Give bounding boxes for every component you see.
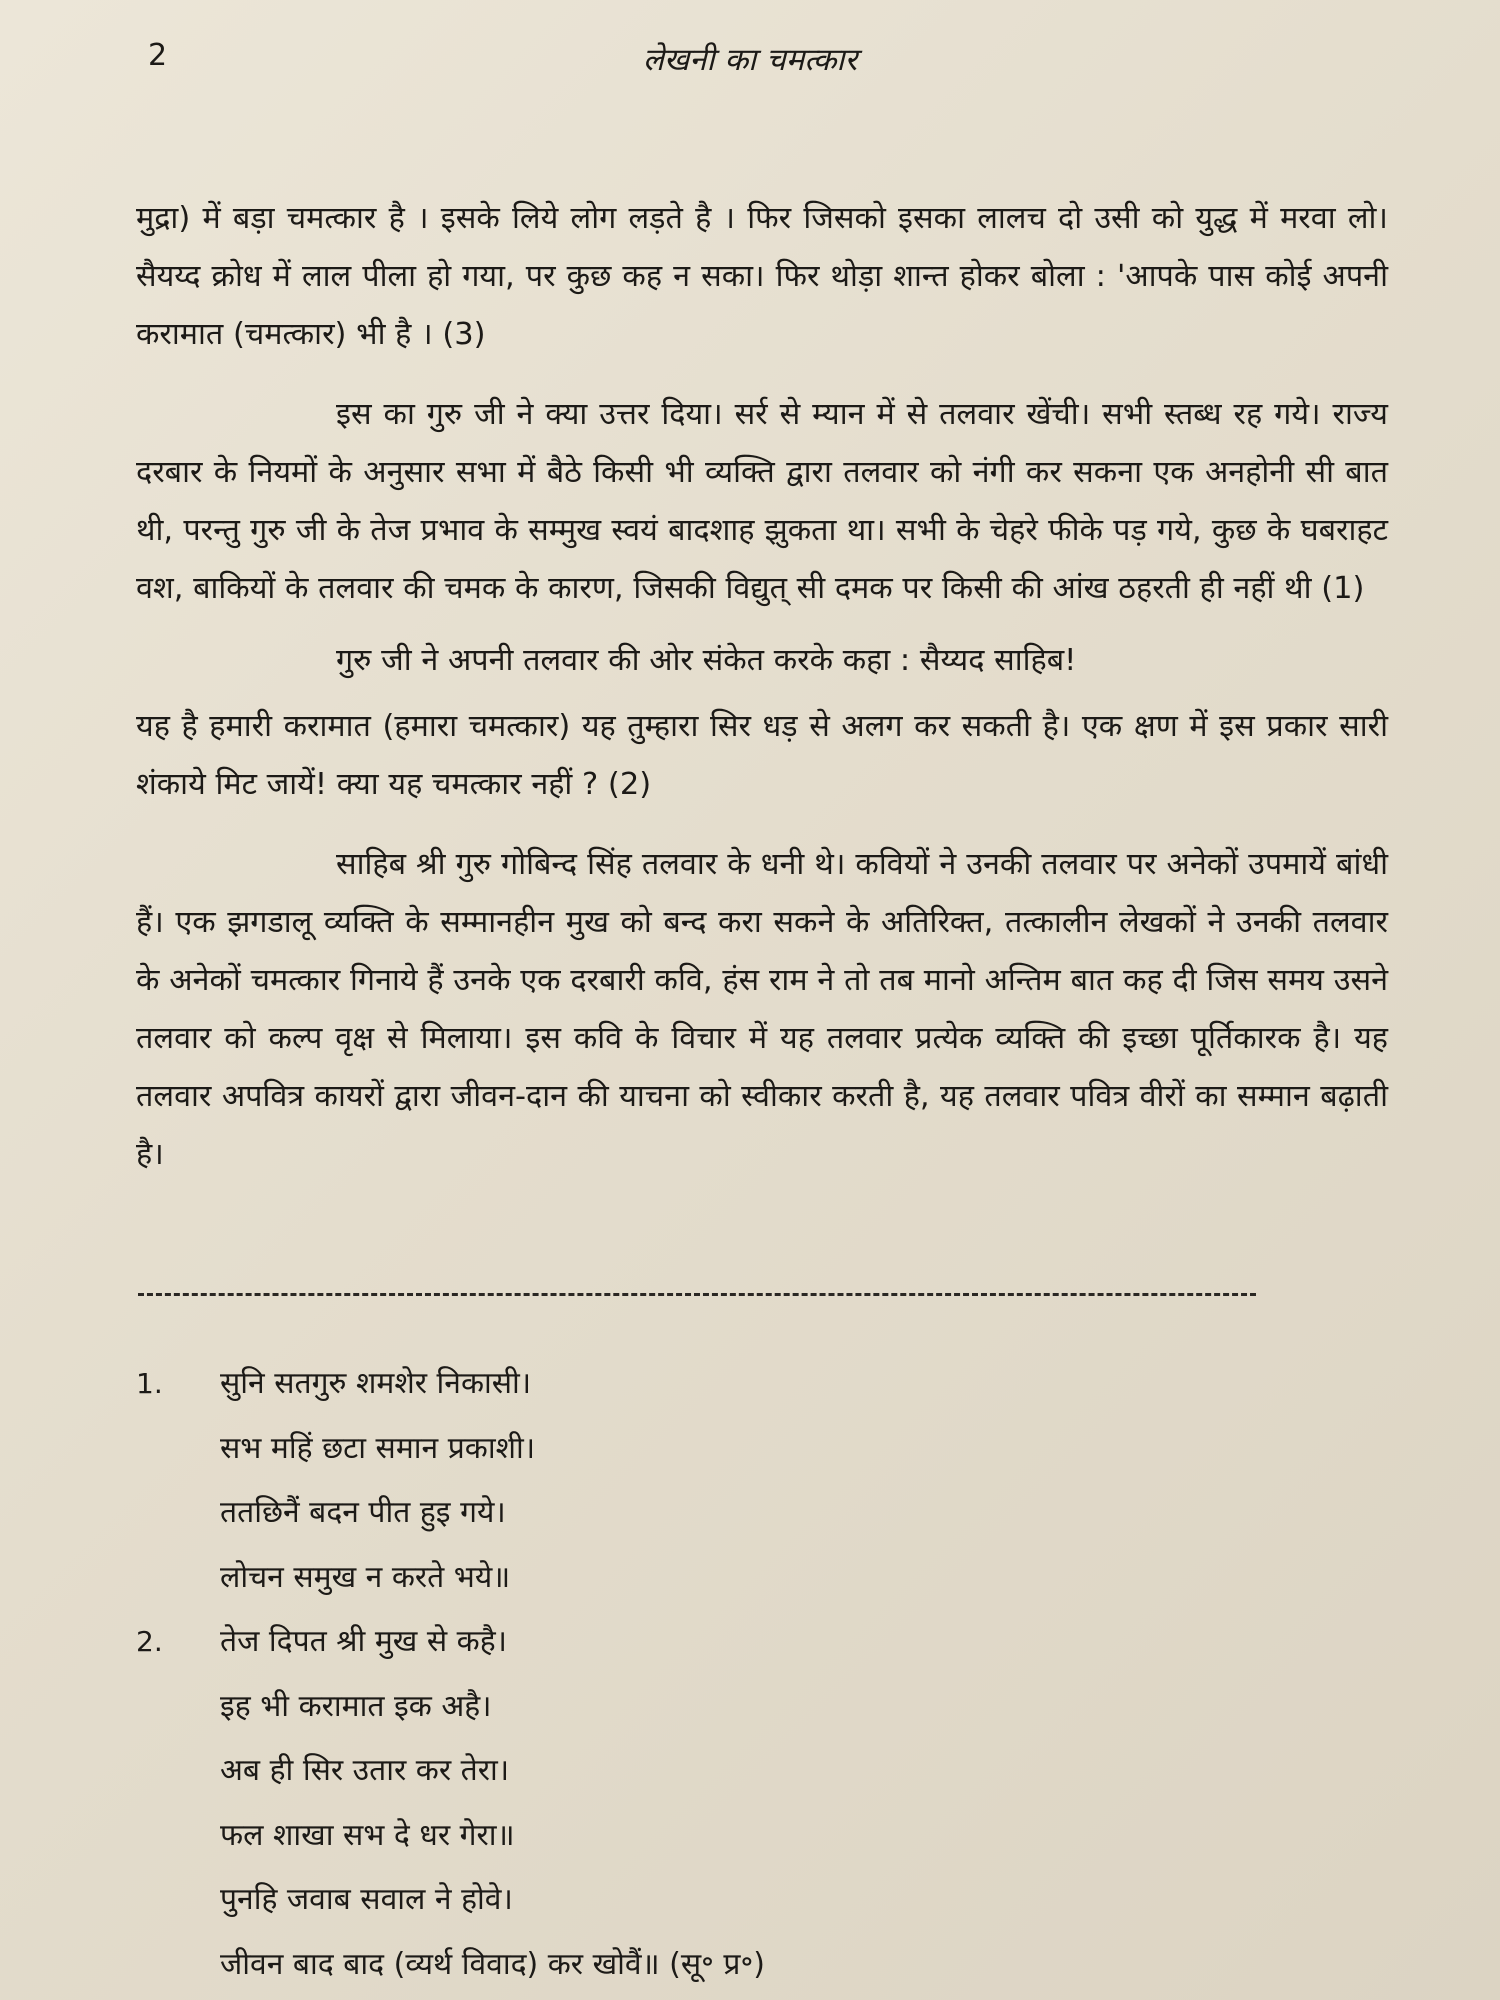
page-number: 2 bbox=[148, 38, 168, 73]
verse-line: पुनहि जवाब सवाल ने होवे। bbox=[220, 1882, 513, 1917]
verse-line: फल शाखा सभ दे धर गेरा॥ bbox=[220, 1817, 515, 1853]
footnote-number: 1. bbox=[136, 1367, 163, 1400]
paragraph-guru-reply: गुरु जी ने अपनी तलवार की ओर संकेत करके कहा : सैय्यद साहिब! bbox=[336, 643, 1077, 678]
paragraph-miracle: यह है हमारी करामात (हमारा चमत्कार) यह तुम्हारा सिर धड़ से अलग कर सकती है। एक क्षण में इस प्रकार सारी शंकाये मिट जायें! क्या यह चमत्कार नहीं ? (2) bbox=[136, 709, 1388, 802]
verse-line: इह भी करामात इक अहै। bbox=[220, 1688, 492, 1724]
footnotes bbox=[136, 1352, 1036, 1997]
page-header bbox=[0, 38, 1500, 98]
verse-line: जीवन बाद बाद (व्यर्थ विवाद) कर खोवैं॥ (सू॰ प्र॰) bbox=[220, 1946, 765, 1982]
verse-line: अब ही सिर उतार कर तेरा। bbox=[220, 1753, 510, 1788]
verse-line: सभ महिं छटा समान प्रकाशी। bbox=[220, 1430, 536, 1466]
footnote-2 bbox=[136, 1610, 1036, 1997]
paragraph-sword-praise: साहिब श्री गुरु गोबिन्द सिंह तलवार के धनी थे। कवियों ने उनकी तलवार पर अनेकों उपमायें बांधी हैं। एक झगडालू व्यक्ति के सम्मानहीन मुख को बन्द करा सकने के अतिरिक्त, तत्कालीन लेखकों ने उनकी तलवार के अनेकों चमत्कार गिनाये हैं उनके एक दरबारी कवि, हंस राम ने तो तब मानो अन्तिम बात कह दी जिस समय उसने तलवार को कल्प वृक्ष से मिलाया। इस कवि के विचार में यह तलवार प्रत्येक व्यक्ति की इच्छा पूर्तिकारक है। यह तलवार अपवित्र कायरों द्वारा जीवन-दान की याचना को स्वीकार करती है, यह तलवार पवित्र वीरों का सम्मान बढ़ाती है। bbox=[136, 847, 1388, 1172]
paragraph-sword-drawn: इस का गुरु जी ने क्या उत्तर दिया। सर्र से म्यान में से तलवार खेंची। सभी स्तब्ध रह गये। राज्य दरबार के नियमों के अनुसार सभा में बैठे किसी भी व्यक्ति द्वारा तलवार को नंगी कर सकना एक अनहोनी सी बात थी, परन्तु गुरु जी के तेज प्रभाव के सम्मुख स्वयं बादशाह झुकता था। सभी के चेहरे फीके पड़ गये, कुछ के घबराहट वश, बाकियों के तलवार की चमक के कारण, जिसकी विद्युत् सी दमक पर किसी की आंख ठहरती ही नहीं थी (1) bbox=[136, 397, 1388, 606]
running-title: लेखनी का चमत्कार bbox=[642, 42, 858, 78]
verse-line: लोचन समुख न करते भये॥ bbox=[220, 1559, 511, 1595]
verse-line: ततछिनैं बदन पीत हुइ गये। bbox=[220, 1495, 506, 1530]
verse-line: सुनि सतगुरु शमशेर निकासी। bbox=[220, 1366, 532, 1401]
footnote-number: 2. bbox=[136, 1625, 163, 1658]
verse-line: तेज दिपत श्री मुख से कहै। bbox=[220, 1624, 507, 1659]
body-text bbox=[136, 190, 1388, 1184]
paragraph-continuation: मुद्रा) में बड़ा चमत्कार है । इसके लिये लोग लड़ते है । फिर जिसको इसका लालच दो उसी को युद्ध में मरवा लो। सैयय्द क्रोध में लाल पीला हो गया, पर कुछ कह न सका। फिर थोड़ा शान्त होकर बोला : 'आपके पास कोई अपनी करामात (चमत्कार) भी है । (3) bbox=[136, 201, 1388, 352]
footnote-separator bbox=[138, 1293, 1256, 1296]
footnote-1 bbox=[136, 1352, 1036, 1610]
